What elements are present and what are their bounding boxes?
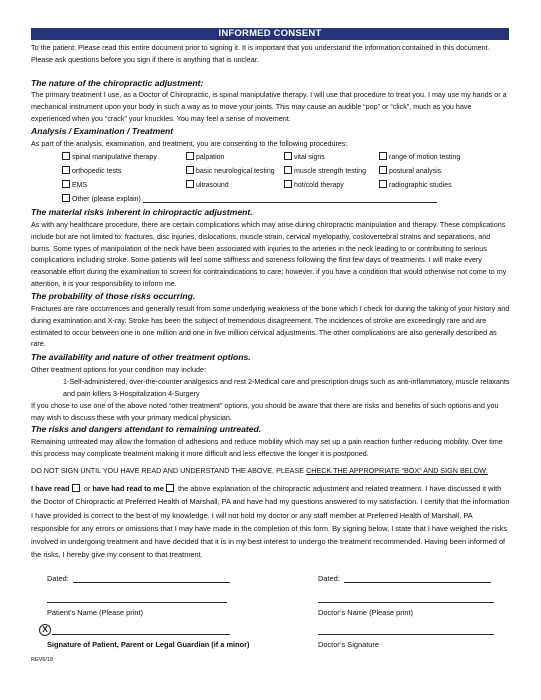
checkbox-icon[interactable] [379, 152, 387, 160]
procedure-checkbox[interactable]: vital signs [284, 152, 325, 163]
doctor-name-field[interactable] [318, 602, 494, 603]
checkbox-icon[interactable] [62, 166, 70, 174]
probability-heading: The probability of those risks occurring. [31, 291, 196, 301]
form-title: INFORMED CONSENT [31, 28, 509, 40]
checkbox-icon[interactable] [62, 152, 70, 160]
procedure-checkbox[interactable]: palpation [186, 152, 224, 163]
treatment-options-list: 1-Self-administered, over-the-counter analgesics and rest 2-Medical care and prescription drugs such as anti-inflammatory, muscle relaxants and pain killers 3-Hospitalization 4-Surgery [63, 377, 510, 398]
procedure-checkbox[interactable]: ultrasound [186, 180, 229, 191]
patient-signature-field[interactable] [52, 634, 230, 635]
procedure-checkbox[interactable]: postural analysis [379, 166, 441, 177]
checkbox-icon[interactable] [379, 180, 387, 188]
procedure-checkbox[interactable]: orthopedic tests [62, 166, 121, 177]
patient-name-field[interactable] [47, 602, 227, 603]
dated-left-field[interactable] [73, 582, 230, 583]
revision-code: REV6/18 [31, 657, 54, 663]
doctor-signature-field[interactable] [318, 634, 494, 635]
checkbox-icon[interactable] [379, 166, 387, 174]
nature-heading: The nature of the chiropractic adjustment: [31, 78, 204, 88]
read-to-me-checkbox[interactable] [166, 484, 174, 492]
availability-text-2: If you chose to use one of the above noted “other treatment” options, you should be aware that there are risks and benefits of such options and you may wish to discuss these with your primary medical physician. [31, 401, 499, 422]
procedure-checkbox[interactable]: radiographic studies [379, 180, 452, 191]
checkbox-icon[interactable] [186, 166, 194, 174]
dated-left-label: Dated: [47, 574, 69, 583]
risks-text: As with any healthcare procedure, there are certain complications which may arise during chiropractic manipulation and therapy. These complications include but are not limited to: fractures, disc injuries, dislocations, muscle strain, cervical myelopathy, costovertebral strains and separations, and burns. Some types of manipulation of the neck have been associated with injuries to the arteries in the neck leading to or contributing to serious complications including stroke. Some patients will feel some stiffness and soreness following the first few days of treatments. I will make every reasonable effort during the examination to screen for contraindications to care; however, if you have a condition that would otherwise not come to my attention, it is your responsibility to inform me. [31, 220, 507, 288]
dangers-heading: The risks and dangers attendant to remaining untreated. [31, 424, 262, 434]
read-checkbox[interactable] [72, 484, 80, 492]
procedure-checkbox[interactable]: spinal manipulative therapy [62, 152, 157, 163]
checkbox-icon[interactable] [284, 166, 292, 174]
checkbox-icon[interactable] [62, 194, 70, 202]
checkbox-icon[interactable] [186, 152, 194, 160]
intro-text: To the patient: Please read this entire document prior to signing it. It is important that you understand the information contained in this document. Please ask questions before you sign if there is anything that is unclear. [31, 43, 490, 64]
checkbox-icon[interactable] [284, 180, 292, 188]
dated-right-field[interactable] [344, 582, 491, 583]
availability-heading: The availability and nature of other treatment options. [31, 352, 251, 362]
procedure-checkbox[interactable]: hot/cold therapy [284, 180, 344, 191]
availability-text: Other treatment options for your condition may include: [31, 365, 206, 374]
signature-x-mark: X [39, 624, 51, 636]
procedure-checkbox[interactable]: muscle strength testing [284, 166, 366, 177]
analysis-text: As part of the analysis, examination, and treatment, you are consenting to the following procedures: [31, 139, 348, 148]
procedure-checkbox[interactable]: range of motion testing [379, 152, 460, 163]
other-procedure-checkbox[interactable]: Other (please explain) [62, 194, 141, 205]
doctor-name-label: Doctor’s Name (Please print) [318, 608, 414, 617]
probability-text: Fractures are rare occurrences and generally result from some underlying weakness of the bone which I check for during the taking of your history and during examination and X-ray. Stroke has been the subject of tremendous disagreement. The incidences of stroke are exceedingly rare and are estimated to occur between one in one million and one in five million cervical adjustments. The other complications are also generally described as rare. [31, 304, 510, 349]
other-explain-field[interactable] [143, 202, 437, 203]
consent-statement: I have read or have had read to me the above explanation of the chiropractic adjustment and related treatment. I have discussed it with the Doctor of Chiropractic at Preferred Health of Marshall, PA and have had my questions answered to my satisfaction. I certify that the information I have provided is correct to the best of my knowledge. I will not hold my doctor or any staff member at Preferred Health of Marshall, PA responsible for any errors or omissions that I may have made in the completion of this form. By signing below, I state that I have weighed the risks involved in undergoing treatment and have decided that it is in my best interest to undergo the treatment recommended. Having been informed of the risks, I hereby give my consent to that treatment. [31, 484, 510, 560]
procedure-checkbox[interactable]: EMS [62, 180, 87, 191]
patient-signature-label: Signature of Patient, Parent or Legal Guardian (if a minor) [47, 640, 250, 649]
checkbox-icon[interactable] [62, 180, 70, 188]
sign-warning: DO NOT SIGN UNTIL YOU HAVE READ AND UNDERSTAND THE ABOVE. PLEASE CHECK THE APPROPRIATE “BOX” AND SIGN BELOW: [31, 466, 488, 475]
dangers-text: Remaining untreated may allow the formation of adhesions and reduce mobility which may set up a pain reaction further reducing mobility. Over time this process may complicate treatment making it more difficult and less effective the longer it is postponed. [31, 437, 503, 458]
checkbox-icon[interactable] [186, 180, 194, 188]
dated-right-label: Dated: [318, 574, 340, 583]
analysis-heading: Analysis / Examination / Treatment [31, 126, 174, 136]
procedure-checkbox[interactable]: basic neurological testing [186, 166, 275, 177]
patient-name-label: Patient’s Name (Please print) [47, 608, 143, 617]
doctor-signature-label: Doctor’s Signature [318, 640, 379, 649]
checkbox-icon[interactable] [284, 152, 292, 160]
risks-heading: The material risks inherent in chiropractic adjustment. [31, 207, 253, 217]
nature-text: The primary treatment I use, as a Doctor of Chiropractic, is spinal manipulative therapy. I will use that procedure to treat you. I may use my hands or a mechanical instrument upon your body in such a way as to move your joints. This may cause an audible “pop” or “click”, much as you have experienced when you “crack” your knuckles. You may feel a sense of movement. [31, 90, 507, 123]
